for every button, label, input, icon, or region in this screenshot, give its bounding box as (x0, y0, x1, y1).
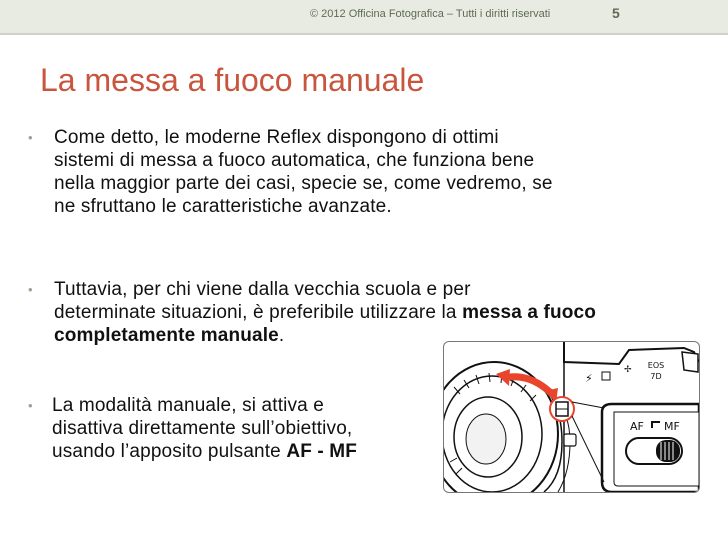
bullet-3-text (52, 394, 458, 463)
bullet-1-line-4: ne sfruttano le caratteristiche avanzate. (54, 196, 392, 217)
switch-af-label: AF (630, 420, 644, 433)
bullet-3-line-3: usando l’apposito pulsante (52, 441, 287, 462)
camera-drawing (444, 342, 699, 492)
header-bar (0, 0, 728, 33)
camera-illustration (443, 341, 700, 493)
bullet-1 (28, 126, 678, 218)
bullet-3-line-1: La modalità manuale, si attiva e (52, 395, 325, 416)
bullet-2-text (54, 278, 678, 347)
bullet-3 (28, 394, 458, 463)
bullet-2 (28, 278, 678, 347)
bullet-2-emphasis: messa a fuoco completamente manuale (54, 302, 597, 346)
camera-model-brand: EOS (647, 361, 665, 370)
bullet-3-emphasis: AF - MF (286, 441, 358, 462)
camera-model-number: 7D (650, 372, 662, 381)
bullet-marker: • (28, 130, 33, 145)
bullet-1-line-2: sistemi di messa a fuoco automatica, che funziona bene (54, 150, 535, 171)
header-divider (0, 33, 728, 35)
bullet-1-line-1: Come detto, le moderne Reflex dispongono di ottimi (54, 127, 499, 148)
svg-text:⚡: ⚡ (585, 372, 593, 385)
bullet-1-text (54, 126, 678, 218)
bullet-2-period: . (278, 325, 285, 346)
bullet-marker: • (28, 282, 33, 297)
bullet-1-line-3: nella maggior parte dei casi, specie se, come vedremo, se (54, 173, 553, 194)
bullet-2-line-1: Tuttavia, per chi viene dalla vecchia scuola e per (54, 279, 471, 300)
bullet-2-line-2: determinate situazioni, è preferibile utilizzare la (54, 302, 463, 323)
bullet-3-line-2: disattiva direttamente sull’obiettivo, (52, 418, 353, 439)
slide-title: La messa a fuoco manuale (40, 62, 425, 98)
copyright-notice: © 2012 Officina Fotografica – Tutti i diritti riservati (310, 8, 551, 20)
bullet-marker: • (28, 398, 33, 413)
switch-mf-label: MF (664, 420, 680, 433)
page-number: 5 (612, 5, 620, 21)
svg-text:✢: ✢ (624, 365, 632, 375)
